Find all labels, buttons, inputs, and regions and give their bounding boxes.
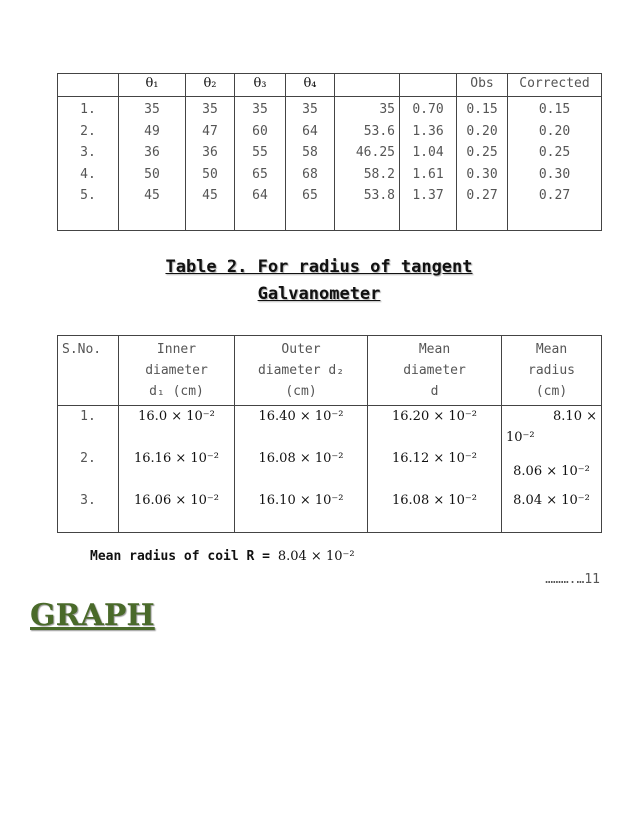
table-cell: 35 xyxy=(144,102,160,117)
table1-header-sno xyxy=(58,74,119,97)
header-text: diameter xyxy=(403,363,466,378)
table2-header-outer xyxy=(235,336,368,406)
table2-header-sno xyxy=(58,336,119,406)
table1-header-theta2: θ₂ xyxy=(186,74,235,97)
table1-header-col7 xyxy=(400,74,457,97)
table2-mean-radius-column xyxy=(502,406,602,533)
header-text: Mean xyxy=(418,342,451,357)
table2-inner-column xyxy=(119,406,235,533)
table-cell: 53.8 xyxy=(363,188,395,203)
table1-corrected-column xyxy=(508,97,602,231)
mean-radius-line xyxy=(90,549,355,564)
table-cell: 16.40 × 10⁻² xyxy=(258,409,344,424)
header-text: (cm) xyxy=(535,384,568,399)
mean-radius-value: 8.04 × 10⁻² xyxy=(277,549,355,564)
table-cell: 8.04 × 10⁻² xyxy=(513,493,590,508)
table2-header-inner xyxy=(119,336,235,406)
header-text: Outer xyxy=(281,342,321,357)
graph-heading: GRAPH xyxy=(30,598,155,633)
table2-mean-diameter-column xyxy=(368,406,502,533)
mean-radius-label: Mean radius of coil R = xyxy=(90,549,271,564)
table2-outer-column xyxy=(235,406,368,533)
table-cell: 16.12 × 10⁻² xyxy=(392,451,477,466)
table1-theta4-column xyxy=(286,97,335,231)
table-cell: 64 xyxy=(252,188,268,203)
table1-header-row xyxy=(58,74,602,97)
table-cell: 45 xyxy=(202,188,218,203)
table-cell: 3. xyxy=(80,493,96,508)
table-cell: 1. xyxy=(80,102,96,117)
table-cell: 1.37 xyxy=(412,188,444,203)
table-cell: 36 xyxy=(202,145,218,160)
table-cell: 8.06 × 10⁻² xyxy=(513,464,590,479)
header-text: Inner xyxy=(156,342,197,357)
table-cell: 0.20 xyxy=(538,123,571,139)
table2-title-line2: Galvanometer xyxy=(257,284,381,304)
radius-table xyxy=(57,335,602,533)
header-text: radius xyxy=(528,363,575,378)
table-cell: 0.25 xyxy=(538,145,571,160)
table-cell: 50 xyxy=(202,166,218,182)
table1-header-theta1: θ₁ xyxy=(119,74,186,97)
table-cell: 0.30 xyxy=(538,166,571,182)
table-cell: 1.61 xyxy=(412,166,444,182)
table-cell: 16.06 × 10⁻² xyxy=(134,493,219,508)
header-text: diameter xyxy=(145,363,208,378)
table-cell: 0.30 xyxy=(466,166,498,182)
table-cell: 1.36 xyxy=(412,123,444,139)
table1-header-theta3: θ₃ xyxy=(235,74,286,97)
table-cell: 2. xyxy=(80,451,96,466)
table1-theta2-column xyxy=(186,97,235,231)
table1-theta3-column xyxy=(235,97,286,231)
table-cell: 5. xyxy=(80,188,96,203)
table-cell: 35 xyxy=(379,102,395,117)
table-cell: 16.08 × 10⁻² xyxy=(392,493,477,508)
table1-col6-column xyxy=(335,97,400,231)
table-cell: 46.25 xyxy=(355,145,395,160)
table-cell: 16.16 × 10⁻² xyxy=(134,451,219,466)
header-text: S.No. xyxy=(62,342,102,357)
table-cell: 16.10 × 10⁻² xyxy=(258,493,344,508)
table-cell: 0.20 xyxy=(466,123,498,139)
table1-sno-column xyxy=(58,97,119,231)
header-text: Mean xyxy=(535,342,568,357)
table-cell: 0.70 xyxy=(412,102,444,117)
table-cell: 64 xyxy=(302,123,318,139)
table-cell: 65 xyxy=(252,166,268,182)
table1-header-obs: Obs xyxy=(457,74,508,97)
observation-table xyxy=(57,73,602,231)
table-cell: 35 xyxy=(202,102,218,117)
table-cell: 1. xyxy=(80,409,96,424)
header-text: d₁ (cm) xyxy=(149,384,204,399)
table-cell: 0.27 xyxy=(538,188,571,203)
table1-header-corrected: Corrected xyxy=(508,74,602,97)
table-cell: 60 xyxy=(252,123,268,139)
table-cell: 0.15 xyxy=(466,102,498,117)
header-text: d xyxy=(430,384,439,399)
table-cell: 45 xyxy=(144,188,160,203)
table1-theta1-column xyxy=(119,97,186,231)
table-cell: 4. xyxy=(80,166,96,182)
header-text: diameter d₂ xyxy=(257,363,345,378)
table-cell: 10⁻² xyxy=(506,430,535,445)
table-cell: 16.20 × 10⁻² xyxy=(392,409,477,424)
table-cell: 0.27 xyxy=(466,188,498,203)
table-cell: 68 xyxy=(302,166,318,182)
table-cell: 16.08 × 10⁻² xyxy=(258,451,344,466)
table-cell: 58.2 xyxy=(363,166,395,182)
table-cell: 0.15 xyxy=(538,102,571,117)
header-text: (cm) xyxy=(285,384,317,399)
table2-header-row xyxy=(58,336,602,406)
table-cell: 50 xyxy=(144,166,160,182)
page-number: ……….…11 xyxy=(545,572,600,587)
table-cell: 1.04 xyxy=(412,145,444,160)
table1-header-col6 xyxy=(335,74,400,97)
table2-header-mean-radius xyxy=(502,336,602,406)
table1-header-theta4: θ₄ xyxy=(286,74,335,97)
table-cell: 35 xyxy=(252,102,268,117)
table-cell: 2. xyxy=(80,123,96,139)
table2-body-row xyxy=(58,406,602,533)
table2-sno-column xyxy=(58,406,119,533)
table1-obs-column xyxy=(457,97,508,231)
table-cell: 8.10 × xyxy=(553,409,597,424)
table-cell: 55 xyxy=(252,145,268,160)
table-cell: 53.6 xyxy=(363,123,395,139)
table2-title-line1: Table 2. For radius of tangent xyxy=(165,257,473,277)
table-cell: 35 xyxy=(302,102,318,117)
table-cell: 3. xyxy=(80,145,96,160)
table2-header-mean-diameter xyxy=(368,336,502,406)
table-cell: 58 xyxy=(302,145,318,160)
table-cell: 47 xyxy=(202,123,218,139)
table1-col7-column xyxy=(400,97,457,231)
table1-body-row xyxy=(58,97,602,231)
table-cell: 16.0 × 10⁻² xyxy=(138,409,215,424)
table-cell: 0.25 xyxy=(466,145,498,160)
table-cell: 49 xyxy=(144,123,160,139)
table-cell: 65 xyxy=(302,188,318,203)
table-cell: 36 xyxy=(144,145,160,160)
